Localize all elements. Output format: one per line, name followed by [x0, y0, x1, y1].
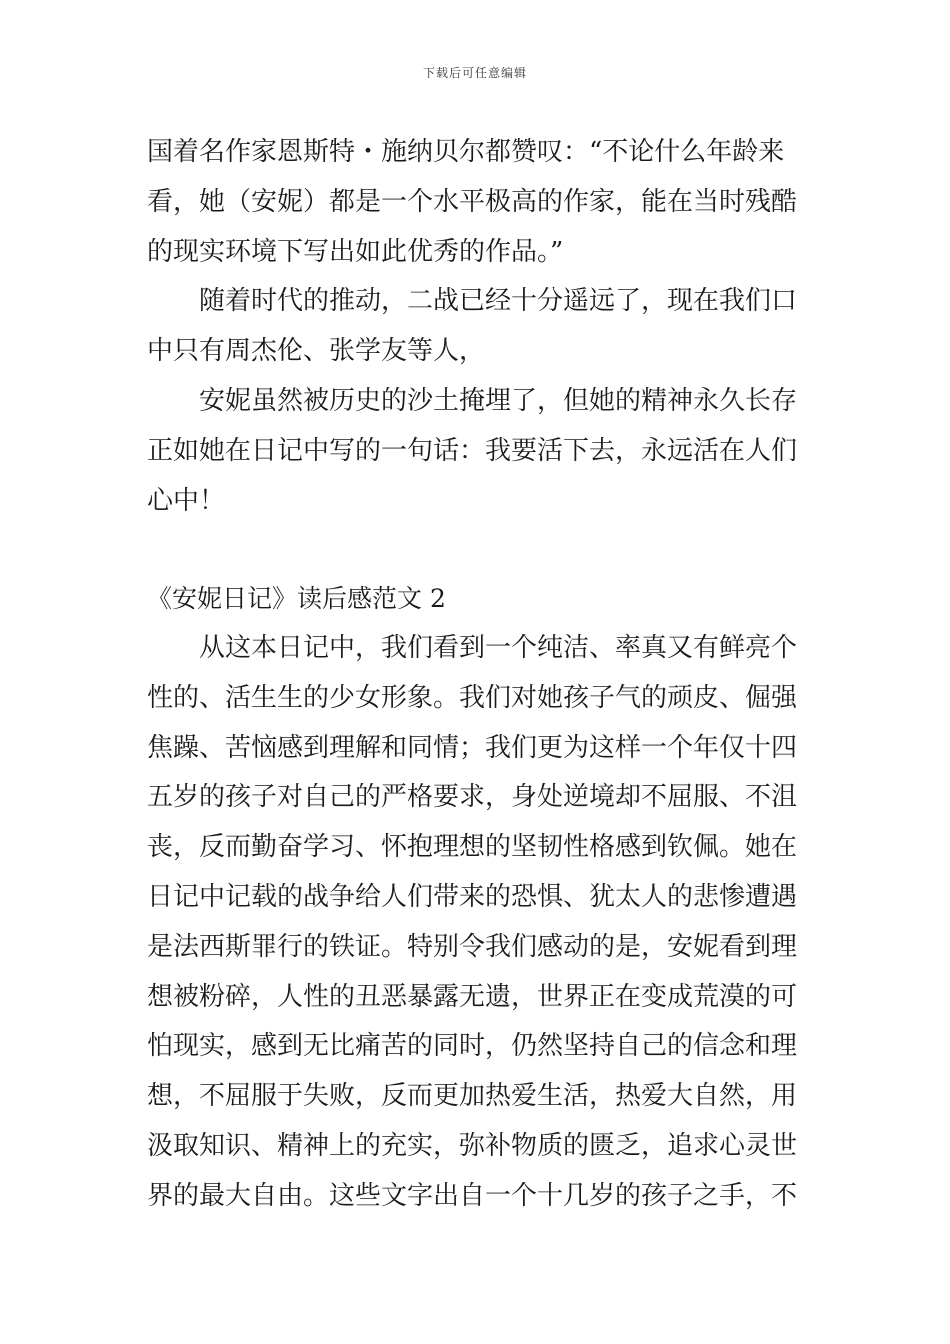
- text-line: 国着名作家恩斯特・施纳贝尔都赞叹：“不论什么年龄来: [147, 137, 785, 167]
- text-line: 看，她（安妮）都是一个水平极高的作家，能在当时残酷: [147, 186, 798, 217]
- text-line: 正如她在日记中写的一句话：我要活下去，永远活在人们: [147, 435, 798, 466]
- text-line: 五岁的孩子对自己的严格要求，身处逆境却不屈服、不沮: [147, 782, 798, 813]
- text-line: 丧，反而勤奋学习、怀抱理想的坚韧性格感到钦佩。她在: [147, 832, 798, 863]
- text-line: 想，不屈服于失败，反而更加热爱生活，热爱大自然，用: [147, 1081, 798, 1112]
- text-line: 怕现实，感到无比痛苦的同时，仍然坚持自己的信念和理: [147, 1031, 798, 1062]
- text-line: 性的、活生生的少女形象。我们对她孩子气的顽皮、倔强: [147, 682, 798, 713]
- text-line: 中只有周杰伦、张学友等人，: [147, 336, 486, 367]
- section-heading: 《安妮日记》读后感范文 2: [147, 584, 446, 613]
- page-header: 下载后可任意编辑: [422, 66, 527, 80]
- section-2-body: [147, 624, 807, 1222]
- section-1-body: [147, 128, 807, 526]
- text-line: 界的最大自由。这些文字出自一个十几岁的孩子之手，不: [147, 1180, 798, 1211]
- text-line: 是法西斯罪行的铁证。特别令我们感动的是，安妮看到理: [147, 931, 798, 962]
- text-line: 日记中记载的战争给人们带来的恐惧、犹太人的悲惨遭遇: [147, 881, 798, 912]
- text-line: 汲取知识、精神上的充实，弥补物质的匮乏，追求心灵世: [147, 1130, 798, 1161]
- text-line: 焦躁、苦恼感到理解和同情；我们更为这样一个年仅十四: [147, 732, 798, 763]
- text-line: 从这本日记中，我们看到一个纯洁、率真又有鲜亮个: [199, 633, 798, 663]
- text-line: 心中！: [147, 485, 226, 516]
- text-line: 安妮虽然被历史的沙土掩埋了，但她的精神永久长存: [199, 385, 798, 416]
- text-line: 随着时代的推动，二战已经十分遥远了，现在我们口: [199, 286, 798, 317]
- text-line: 想被粉碎，人性的丑恶暴露无遗，世界正在变成荒漠的可: [147, 981, 798, 1012]
- text-line: 的现实环境下写出如此优秀的作品。”: [147, 236, 564, 267]
